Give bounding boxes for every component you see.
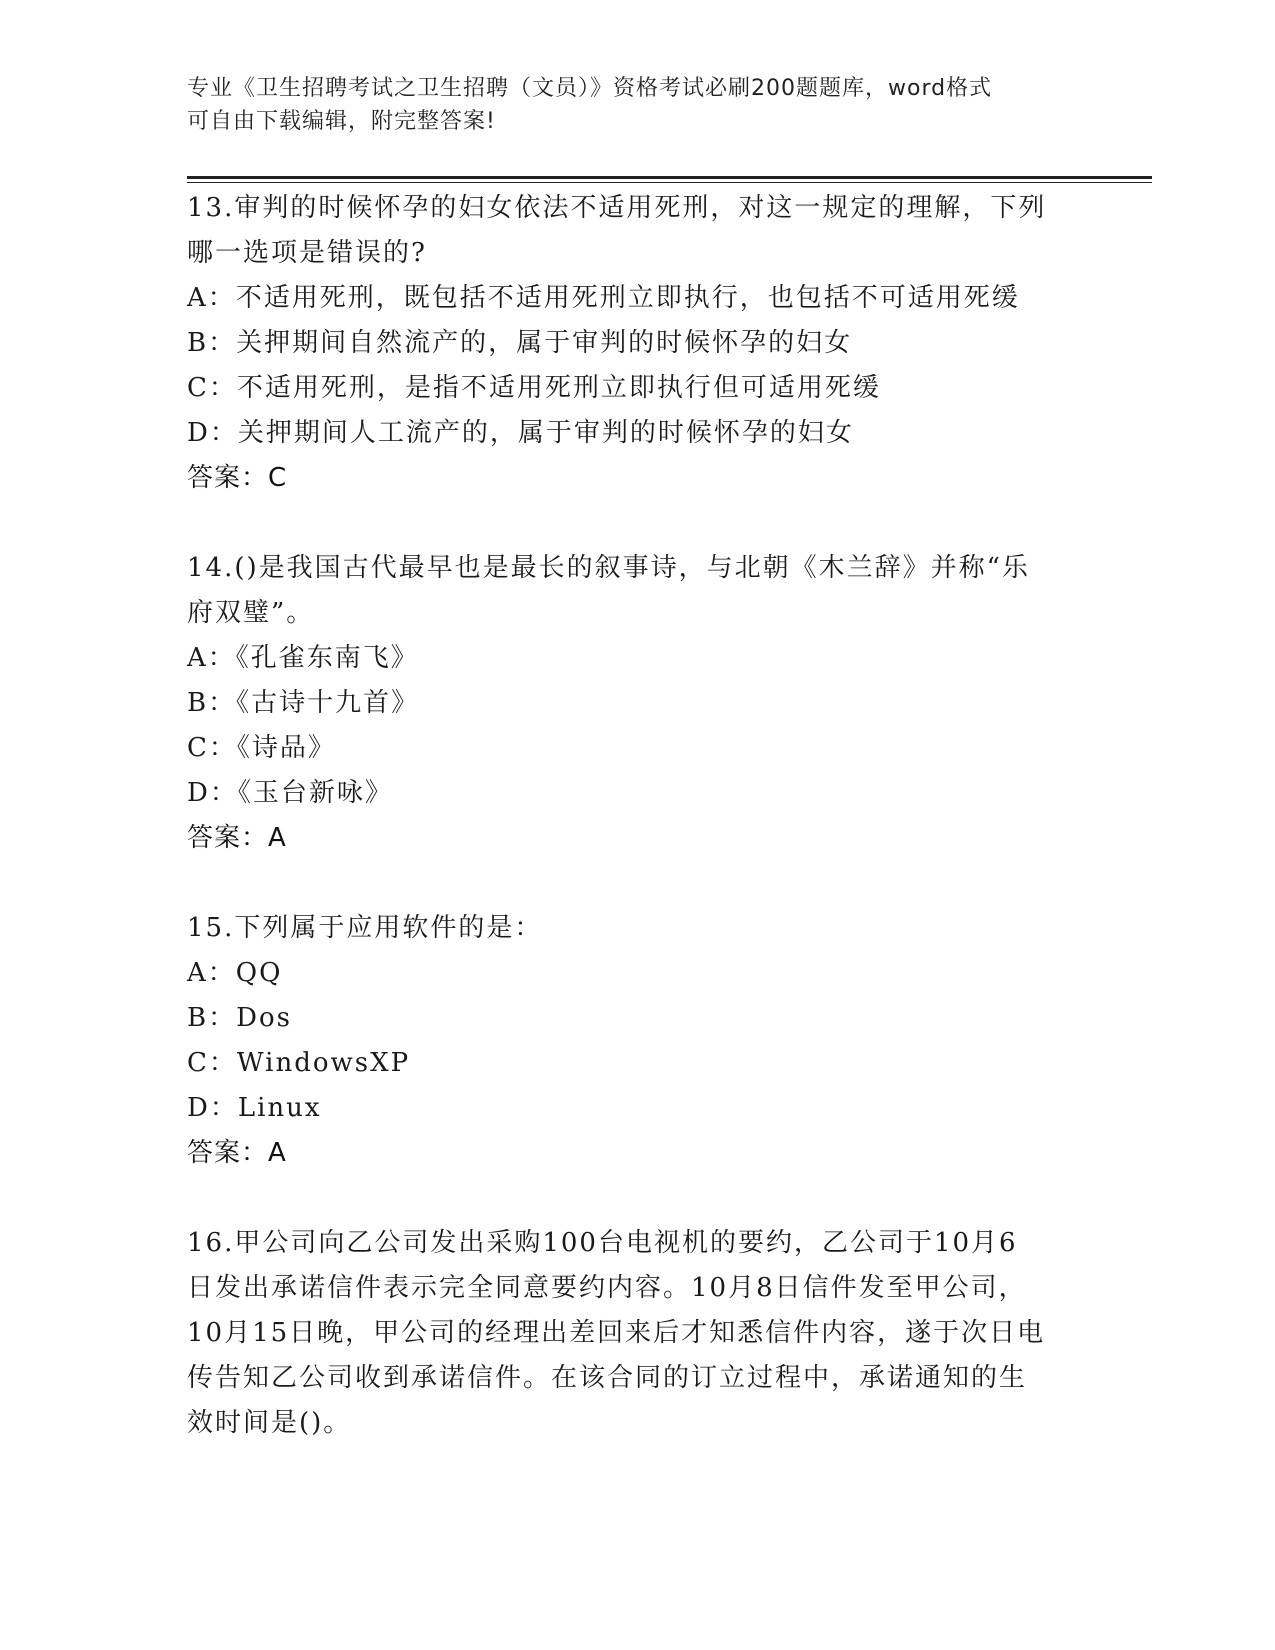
answer-option: D：Linux [187, 1093, 322, 1123]
question-list [187, 186, 1087, 1491]
answer-key: 答案：C [187, 463, 288, 493]
answer-option: D：关押期间人工流产的，属于审判的时候怀孕的妇女 [187, 418, 854, 448]
answer-option: C：《诗品》 [187, 733, 336, 763]
question-stem-line: 哪一选项是错误的? [187, 238, 427, 268]
answer-option: A：《孔雀东南飞》 [187, 643, 419, 673]
question-stem-line: 16.甲公司向乙公司发出采购100台电视机的要约，乙公司于10月6 [187, 1228, 1018, 1258]
question-stem-line: 日发出承诺信件表示完全同意要约内容。10月8日信件发至甲公司， [187, 1273, 1027, 1303]
question-stem-line: 15.下列属于应用软件的是： [187, 913, 543, 943]
question-stem-line: 10月15日晚，甲公司的经理出差回来后才知悉信件内容，遂于次日电 [187, 1318, 1046, 1348]
answer-option: C：WindowsXP [187, 1048, 411, 1078]
question-stem-line: 效时间是()。 [187, 1408, 352, 1438]
question-item [187, 186, 1087, 501]
question-item [187, 906, 1087, 1176]
answer-option: D：《玉台新咏》 [187, 778, 393, 808]
answer-option: B：《古诗十九首》 [187, 688, 420, 718]
document-header [187, 72, 1067, 138]
answer-key: 答案：A [187, 1138, 287, 1168]
question-stem-line: 府双璧”。 [187, 598, 315, 628]
answer-option: A：不适用死刑，既包括不适用死刑立即执行，也包括不可适用死缓 [187, 283, 1020, 313]
answer-option: B：Dos [187, 1003, 292, 1033]
header-line-2: 可自由下载编辑，附完整答案! [187, 109, 496, 134]
question-item [187, 1221, 1087, 1446]
question-stem-line: 13.审判的时候怀孕的妇女依法不适用死刑，对这一规定的理解，下列 [187, 193, 1047, 223]
question-stem-line: 传告知乙公司收到承诺信件。在该合同的订立过程中，承诺通知的生 [187, 1363, 1028, 1393]
header-divider-thick [187, 176, 1152, 179]
header-divider-thin [187, 182, 1152, 183]
header-line-1: 专业《卫生招聘考试之卫生招聘（文员）》资格考试必刷200题题库，word格式 [187, 76, 993, 101]
answer-option: C：不适用死刑，是指不适用死刑立即执行但可适用死缓 [187, 373, 881, 403]
answer-option: A：QQ [187, 958, 283, 988]
answer-option: B：关押期间自然流产的，属于审判的时候怀孕的妇女 [187, 328, 853, 358]
question-item [187, 546, 1087, 861]
question-stem-line: 14.()是我国古代最早也是最长的叙事诗，与北朝《木兰辞》并称“乐 [187, 553, 1030, 583]
answer-key: 答案：A [187, 823, 287, 853]
